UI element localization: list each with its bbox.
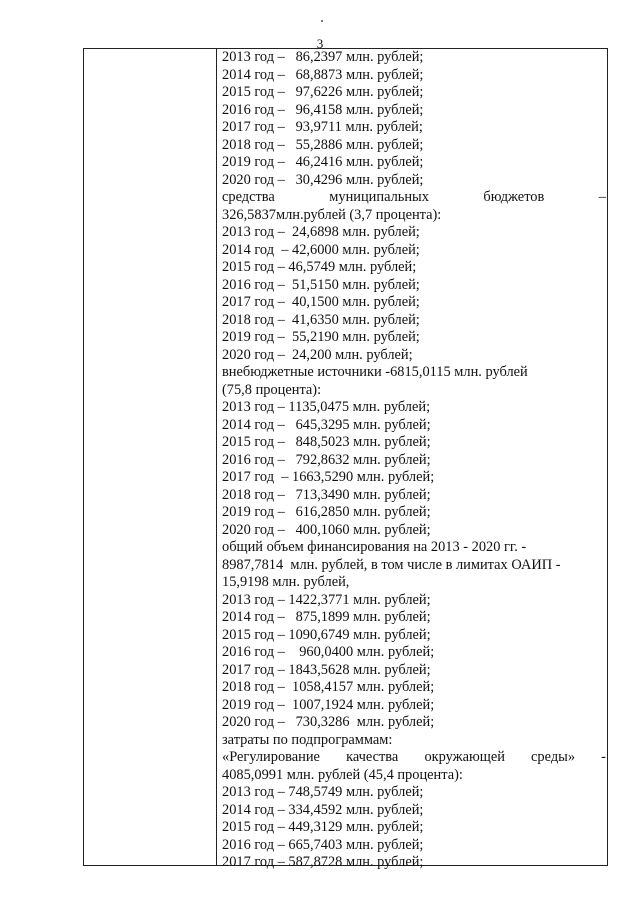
regulation-dash: - <box>601 749 606 765</box>
text-line: 2019 год – 1007,1924 млн. рублей; <box>222 696 435 713</box>
text-line: 15,9198 млн. рублей, <box>222 574 350 590</box>
text-line: 2015 год – 848,5023 млн. рублей; <box>222 434 431 450</box>
subprogram-regulation-total: 4085,0991 млн. рублей (45,4 процента): <box>222 766 463 783</box>
municipal-word-1: средства <box>222 189 275 205</box>
text-line: 2019 год – 46,2416 млн. рублей; <box>222 154 424 170</box>
regulation-word-4: среды» <box>531 749 576 765</box>
text-line: 2013 год – 748,5749 млн. рублей; <box>222 784 424 800</box>
text-line: 2016 год – 792,8632 млн. рублей; <box>222 451 431 468</box>
text-line: 2013 год – 1422,3771 млн. рублей; <box>222 591 431 608</box>
municipal-budgets-total: 326,5837млн.рублей (3,7 процента): <box>222 206 442 223</box>
table-column-divider <box>216 48 217 865</box>
text-line: 2016 год – 665,7403 млн. рублей; <box>222 836 424 853</box>
text-line: 2014 год – 42,6000 млн. рублей; <box>222 241 420 258</box>
text-line: 2013 год – 86,2397 млн. рублей; <box>222 49 424 65</box>
text-line: 2018 год – 55,2886 млн. рублей; <box>222 136 424 153</box>
regional-budget-years <box>222 49 606 189</box>
text-line: 2016 год – 96,4158 млн. рублей; <box>222 101 424 118</box>
text-line: 2015 год – 449,3129 млн. рублей; <box>222 819 424 835</box>
text-line: 2017 год – 40,1500 млн. рублей; <box>222 294 420 310</box>
subprogram-regulation-heading <box>222 749 606 767</box>
text-line: 2017 год – 1843,5628 млн. рублей; <box>222 661 431 678</box>
text-line: 8987,7814 млн. рублей, в том числе в лимитах ОАИП - <box>222 556 561 573</box>
text-line: 2014 год – 875,1899 млн. рублей; <box>222 609 431 625</box>
text-line: затраты по подпрограммам: <box>222 731 393 748</box>
text-line: 2014 год – 68,8873 млн. рублей; <box>222 66 424 83</box>
text-line: 2018 год – 713,3490 млн. рублей; <box>222 486 431 503</box>
text-line: 2020 год – 30,4296 млн. рублей; <box>222 171 424 188</box>
municipal-word-2: муниципальных <box>329 189 429 205</box>
text-line: 2015 год – 1090,6749 млн. рублей; <box>222 626 431 643</box>
table-right-border <box>607 48 608 865</box>
text-line: 2019 год – 55,2190 млн. рублей; <box>222 329 420 345</box>
municipal-dash: – <box>598 189 606 205</box>
text-line: 2016 год – 51,5150 млн. рублей; <box>222 276 420 293</box>
text-line: 2017 год – 93,9711 млн. рублей; <box>222 119 423 135</box>
subprogram-regulation-years <box>222 784 606 872</box>
text-line: (75,8 процента): <box>222 381 322 398</box>
text-line: 2015 год – 97,6226 млн. рублей; <box>222 84 424 100</box>
text-line: 2013 год – 1135,0475 млн. рублей; <box>222 399 431 415</box>
text-line: 2014 год – 334,4592 млн. рублей; <box>222 801 424 818</box>
text-line: 2017 год – 1663,5290 млн. рублей; <box>222 469 435 485</box>
table-left-border <box>83 48 84 865</box>
text-line: 2020 год – 24,200 млн. рублей; <box>222 346 413 363</box>
text-line: внебюджетные источники -6815,0115 млн. рублей <box>222 364 528 380</box>
regulation-word-1: «Регулирование <box>222 749 320 765</box>
regulation-word-3: окружающей <box>424 749 505 765</box>
municipal-word-3: бюджетов <box>483 189 545 205</box>
text-line: 2020 год – 400,1060 млн. рублей; <box>222 521 431 538</box>
municipal-budgets-heading <box>222 189 606 207</box>
funding-details <box>222 224 606 749</box>
text-line: 2013 год – 24,6898 млн. рублей; <box>222 224 420 240</box>
scan-speck <box>321 20 323 22</box>
text-line: 2017 год – 587,8728 млн. рублей; <box>222 854 424 870</box>
text-line: 2015 год – 46,5749 млн. рублей; <box>222 259 417 275</box>
text-line: 2019 год – 616,2850 млн. рублей; <box>222 504 431 520</box>
funding-text-cell <box>222 49 606 872</box>
text-line: 2018 год – 41,6350 млн. рублей; <box>222 311 420 328</box>
regulation-word-2: качества <box>346 749 399 765</box>
text-line: общий объем финансирования на 2013 - 2020 гг. - <box>222 539 527 555</box>
text-line: 2014 год – 645,3295 млн. рублей; <box>222 416 431 433</box>
text-line: 2020 год – 730,3286 млн. рублей; <box>222 714 435 730</box>
page-number: 3 <box>316 36 324 51</box>
text-line: 2016 год – 960,0400 млн. рублей; <box>222 644 435 660</box>
text-line: 2018 год – 1058,4157 млн. рублей; <box>222 679 435 695</box>
